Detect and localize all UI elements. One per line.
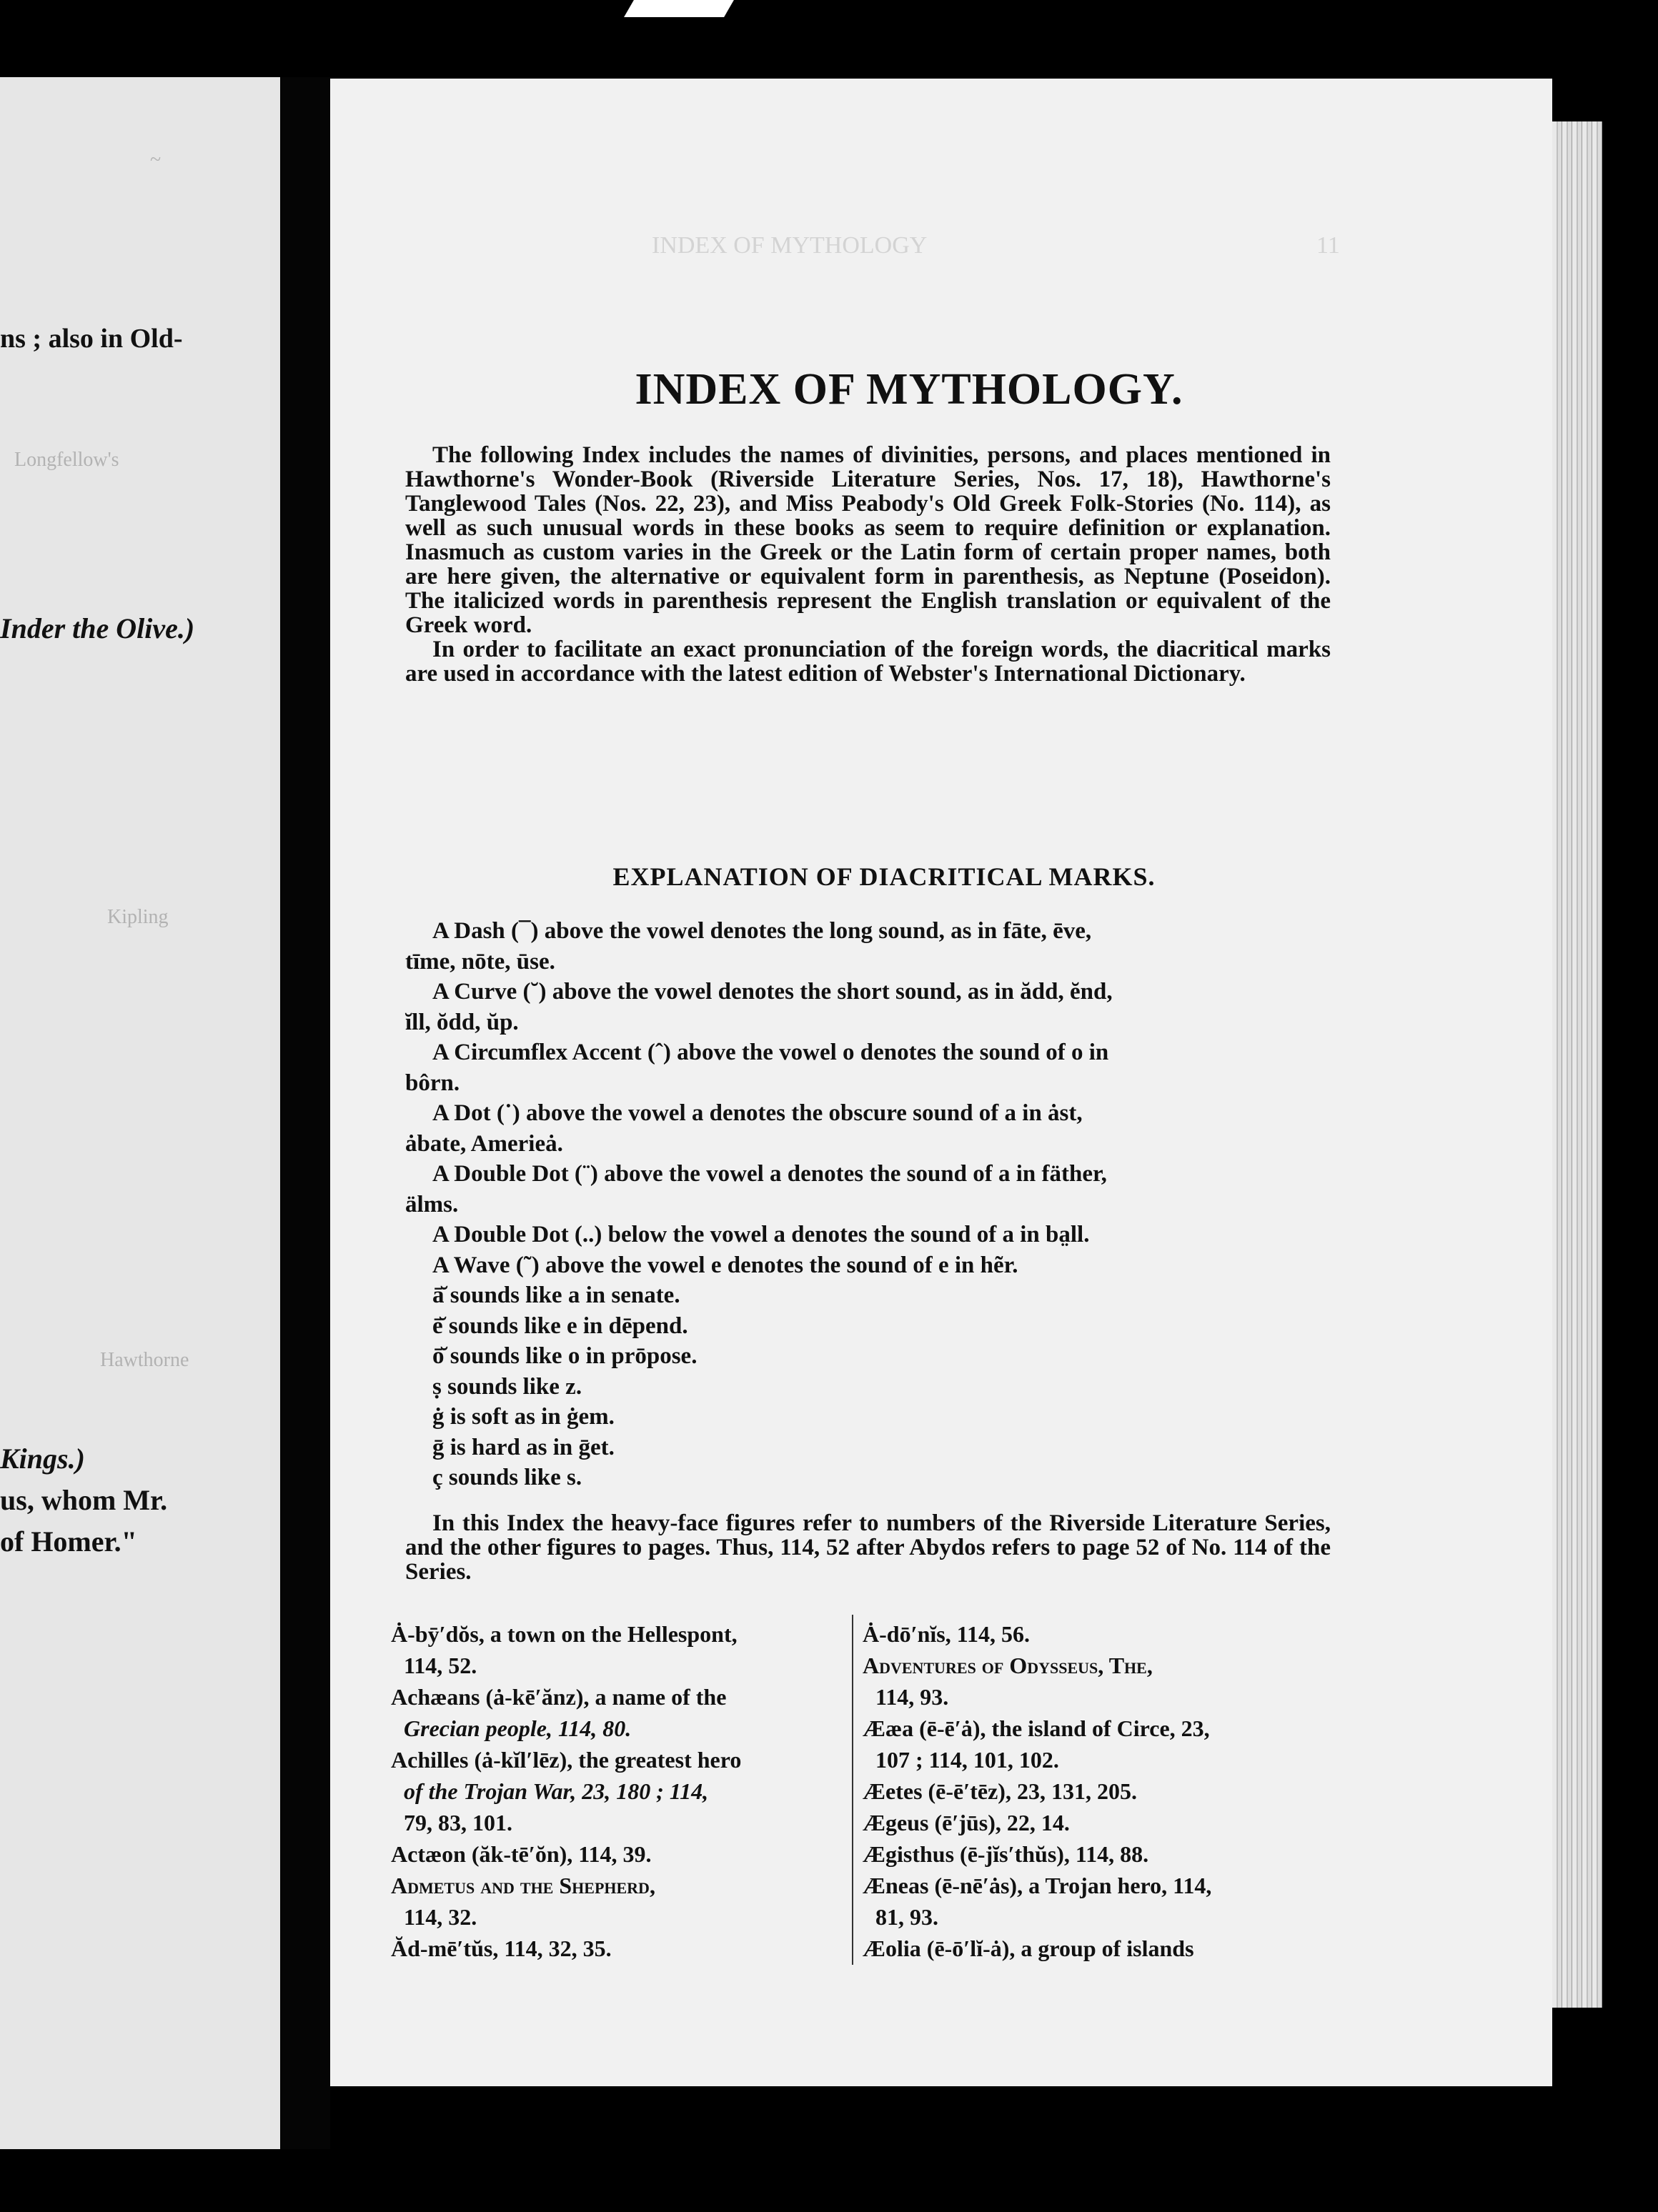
column-rule <box>852 1615 853 1965</box>
heavy-face-paragraph: In this Index the heavy-face figures refer to numbers of the Riverside Literature Series, and the other figures to pages. Thus, 114, 52 after Abydos refers to page 52 of No. 114 of the Series. <box>405 1510 1331 1585</box>
left-fragment-1: ns ; also in Old- <box>0 324 183 354</box>
index-entry-continuation: 107 ; 114, 101, 102. <box>875 1747 1059 1773</box>
bleed-text: ~ <box>150 149 162 171</box>
mark-line: A Wave (˜) above the vowel e denotes the sound of e in hẽr. <box>432 1252 1018 1278</box>
index-entry-continuation: 114, 32. <box>404 1904 477 1930</box>
bleed-through-page-number: 11 <box>1316 232 1340 259</box>
index-entry: Æneas (ē-nē′ȧs), a Trojan hero, 114, <box>863 1873 1212 1898</box>
mark-line: ȧbate, Amerieȧ. <box>405 1130 563 1157</box>
index-entry: Ăd-mē′tŭs, 114, 32, 35. <box>391 1936 612 1961</box>
index-column-right <box>863 1618 1314 1964</box>
intro-paragraph-1: The following Index includes the names of divinities, persons, and places mentioned in Hawthorne's Wonder-Book (Riverside Literature Series, Nos. 17, 18), Hawthorne's Tanglewood Tales (Nos. 22, 23), and Miss Peabody's Old Greek Folk-Stories (No. 114), as well as such unusual words in these books as seem to require definition or explanation. Inasmuch as custom varies in the Greek or the Latin form of certain proper names, both are here given, the alternative or equivalent form in parenthesis, as Neptune (Poseidon). The italicized words in parenthesis represent the English translation or equivalent of the Greek word. <box>405 442 1331 638</box>
index-entry: Ægisthus (ē-jĭs′thŭs), 114, 88. <box>863 1841 1149 1867</box>
left-fragment-2: Inder the Olive.) <box>0 612 195 644</box>
intro-paragraph-2: In order to facilitate an exact pronunciation of the foreign words, the diacritical marks are used in accordance with the latest edition of Webster's International Dictionary. <box>405 637 1331 687</box>
mark-line: A Dot (˙) above the vowel a denotes the obscure sound of a in ȧst, <box>432 1100 1083 1126</box>
index-entry: Actæon (ăk-tē′ŏn), 114, 39. <box>391 1841 652 1867</box>
mark-line: ç sounds like s. <box>432 1465 582 1490</box>
mark-line: A Double Dot (..) below the vowel a denotes the sound of a in ba̤ll. <box>432 1222 1090 1247</box>
mark-line: ā̆ sounds like a in senate. <box>432 1282 680 1308</box>
page-stack-edges <box>1552 121 1602 2008</box>
index-entry: Ȧ-bȳ′dŏs, a town on the Hellespont, <box>391 1621 738 1647</box>
index-entry: Ȧ-dō′nĭs, 114, 56. <box>863 1621 1030 1647</box>
left-page <box>0 77 280 2149</box>
heavy-face-note <box>405 1511 1331 1584</box>
index-entry-continuation: 114, 52. <box>404 1653 477 1678</box>
index-entry: Admetus and the Shepherd, <box>391 1873 655 1898</box>
bleed-through-header: INDEX OF MYTHOLOGY <box>652 232 928 259</box>
index-entry: Æetes (ē-ē′tēz), 23, 131, 205. <box>863 1778 1137 1804</box>
page-gutter <box>280 77 330 2149</box>
index-entry-continuation: 114, 93. <box>875 1684 949 1710</box>
page-corner-mark <box>624 0 734 17</box>
mark-line: älms. <box>405 1191 459 1217</box>
index-entry: Achæans (ȧ-kē′ănz), a name of the <box>391 1684 727 1710</box>
index-entry: Æolia (ē-ō′lĭ-ȧ), a group of islands <box>863 1936 1194 1961</box>
mark-line: bôrn. <box>405 1070 460 1096</box>
index-entry: Ægeus (ē′jūs), 22, 14. <box>863 1810 1070 1835</box>
bleed-text: Kipling <box>107 906 169 928</box>
left-fragment-4: us, whom Mr. <box>0 1484 168 1516</box>
intro-paragraphs <box>405 443 1331 686</box>
bleed-text: Longfellow's <box>14 449 119 471</box>
left-fragment-3: Kings.) <box>0 1443 85 1475</box>
mark-line: A Circumflex Accent (ˆ) above the vowel o denotes the sound of o in <box>432 1040 1109 1065</box>
mark-line: A Curve (˘) above the vowel denotes the short sound, as in ădd, ĕnd, <box>432 979 1113 1005</box>
mark-line: ṣ sounds like z. <box>432 1373 582 1400</box>
mark-line: ō̆ sounds like o in prōpose. <box>432 1343 698 1369</box>
main-page <box>330 79 1552 2086</box>
index-entry-continuation: 79, 83, 101. <box>404 1810 512 1835</box>
index-entry: Achilles (ȧ-kĭl′lēz), the greatest hero <box>391 1747 742 1773</box>
mark-line: ē̆ sounds like e in dēpend. <box>432 1312 688 1339</box>
index-entry: Adventures of Odysseus, The, <box>863 1653 1153 1678</box>
index-entry: Ææa (ē-ē′ȧ), the island of Circe, 23, <box>863 1715 1210 1741</box>
index-column-left <box>391 1618 843 1964</box>
index-entry-continuation: 81, 93. <box>875 1904 938 1930</box>
mark-line: A Double Dot (¨) above the vowel a denotes the sound of a in fäther, <box>432 1161 1107 1187</box>
bleed-text: Hawthorne <box>100 1349 189 1371</box>
index-entry-continuation: of the Trojan War, 23, 180 ; 114, <box>404 1778 709 1804</box>
mark-line: A Dash (¯) above the vowel denotes the long sound, as in fāte, ēve, <box>432 918 1092 944</box>
mark-line: ġ is soft as in ġem. <box>432 1404 615 1430</box>
mark-line: ḡ is hard as in ḡet. <box>432 1434 615 1460</box>
diacritical-marks-list <box>405 916 1327 1493</box>
mark-line: ĭll, ŏdd, ŭp. <box>405 1009 519 1035</box>
index-entry-continuation: Grecian people, 114, 80. <box>404 1715 632 1741</box>
left-fragment-5: of Homer." <box>0 1525 137 1558</box>
mark-line: tīme, nōte, ūse. <box>405 948 555 975</box>
section-heading: EXPLANATION OF DIACRITICAL MARKS. <box>612 862 1156 891</box>
page-title: INDEX OF MYTHOLOGY. <box>635 365 1183 414</box>
